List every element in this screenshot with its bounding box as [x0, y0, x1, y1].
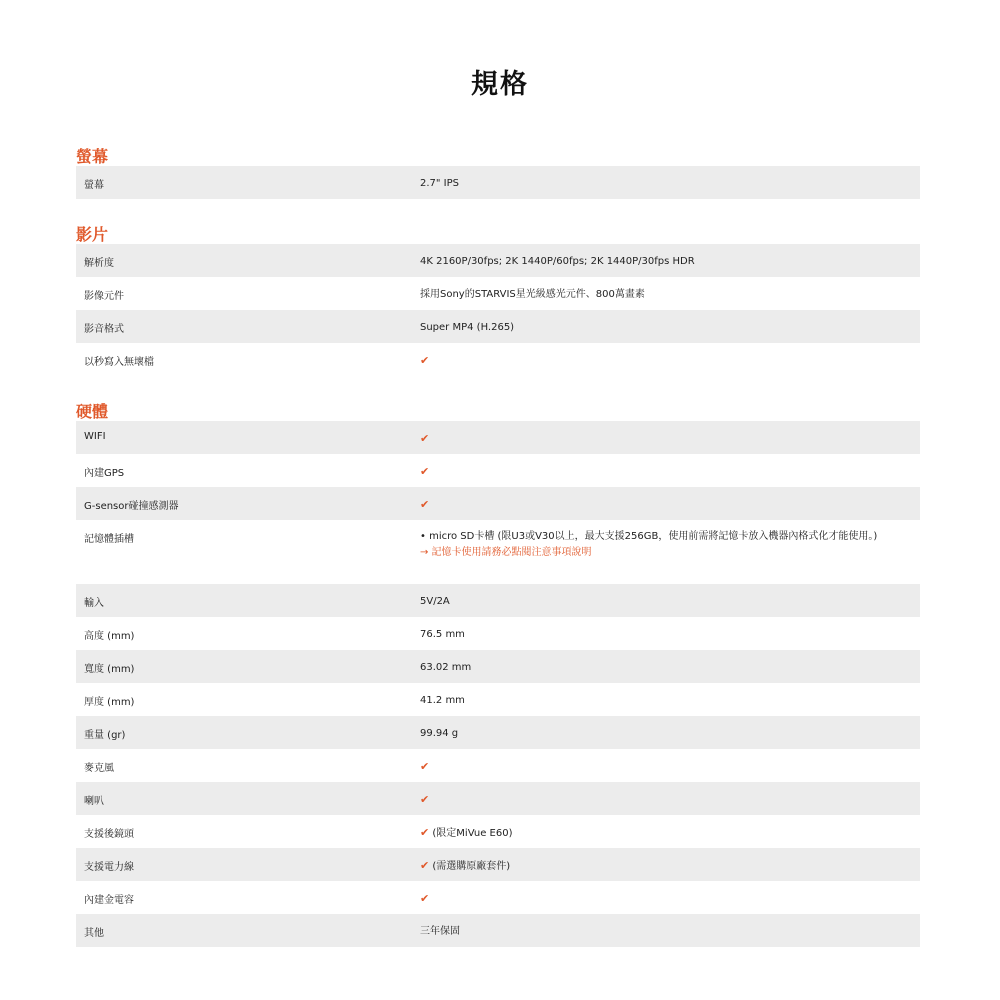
- spec-label: 影音格式: [84, 324, 124, 335]
- spec-label: 輸入: [84, 598, 104, 609]
- check-icon: ✔: [420, 826, 430, 839]
- spec-value-suffix: (限定MiVue E60): [432, 828, 513, 839]
- spec-row: [76, 782, 920, 815]
- spec-label: 支援後鏡頭: [84, 829, 134, 840]
- spec-row: [76, 584, 920, 617]
- spec-label: 記憶體插槽: [84, 534, 134, 545]
- spec-label: G-sensor碰撞感測器: [84, 501, 179, 512]
- check-icon: ✔: [420, 432, 430, 445]
- memory-slot-value: [420, 529, 910, 561]
- spec-value: 2.7" IPS: [420, 178, 460, 189]
- spec-value: [420, 825, 910, 842]
- check-icon: ✔: [420, 793, 430, 806]
- spec-value: 5V/2A: [420, 596, 450, 607]
- spec-value: [420, 858, 910, 875]
- section-title-screen: 螢幕: [76, 147, 109, 166]
- check-icon: ✔: [420, 859, 430, 872]
- spec-row: [76, 277, 920, 310]
- spec-value: • micro SD卡槽 (限U3或V30以上，最大支援256GB，使用前需將記憶卡放入機器內格式化才能使用。): [420, 531, 878, 542]
- spec-value: 4K 2160P/30fps; 2K 1440P/60fps; 2K 1440P/30fps HDR: [420, 256, 695, 267]
- spec-row: [76, 716, 920, 749]
- spec-label: 螢幕: [84, 180, 104, 191]
- spec-row: [76, 749, 920, 782]
- spec-label: 支援電力線: [84, 862, 134, 873]
- spec-value: 41.2 mm: [420, 695, 465, 706]
- spec-row: [76, 343, 920, 376]
- spec-value: 63.02 mm: [420, 662, 472, 673]
- spec-row: [76, 848, 920, 881]
- spec-row: [76, 421, 920, 454]
- spec-label: 寬度 (mm): [84, 664, 135, 675]
- memory-card-notice-link[interactable]: → 記憶卡使用請務必點閱注意事項說明: [420, 547, 592, 558]
- spec-value: 三年保固: [420, 926, 460, 937]
- spec-row: [76, 683, 920, 716]
- page-title: 規格: [471, 69, 529, 100]
- spec-label: 厚度 (mm): [84, 697, 135, 708]
- check-icon: ✔: [420, 498, 430, 511]
- check-icon: ✔: [420, 465, 430, 478]
- section-title-video: 影片: [76, 225, 109, 244]
- spec-row: [76, 617, 920, 650]
- spec-label: 其他: [84, 928, 104, 939]
- spec-row: [76, 166, 920, 199]
- spec-label: 影像元件: [84, 291, 124, 302]
- spec-row: [76, 815, 920, 848]
- check-icon: ✔: [420, 760, 430, 773]
- spec-value: 76.5 mm: [420, 629, 465, 640]
- spec-row: [76, 650, 920, 683]
- check-icon: ✔: [420, 892, 430, 905]
- spec-label: 以秒寫入無壞檔: [84, 357, 154, 368]
- spec-row: [76, 520, 920, 584]
- spec-value: Super MP4 (H.265): [420, 322, 515, 333]
- check-icon: ✔: [420, 354, 430, 367]
- spec-row: [76, 244, 920, 277]
- spec-row: [76, 914, 920, 947]
- spec-row: [76, 454, 920, 487]
- section-title-hardware: 硬體: [76, 402, 109, 421]
- spec-label: 高度 (mm): [84, 631, 135, 642]
- spec-row: [76, 310, 920, 343]
- spec-value: 99.94 g: [420, 728, 459, 739]
- spec-label: WIFI: [84, 431, 106, 442]
- spec-label: 重量 (gr): [84, 730, 126, 741]
- spec-label: 解析度: [84, 258, 114, 269]
- spec-label: 內建GPS: [84, 468, 125, 479]
- spec-label: 喇叭: [84, 796, 104, 807]
- spec-label: 內建金電容: [84, 895, 134, 906]
- spec-label: 麥克風: [84, 763, 114, 774]
- spec-row: [76, 881, 920, 914]
- spec-value-suffix: (需選購原廠套件): [432, 861, 511, 872]
- spec-value: 採用Sony的STARVIS星光級感光元件、800萬畫素: [420, 289, 645, 300]
- spec-row: [76, 487, 920, 520]
